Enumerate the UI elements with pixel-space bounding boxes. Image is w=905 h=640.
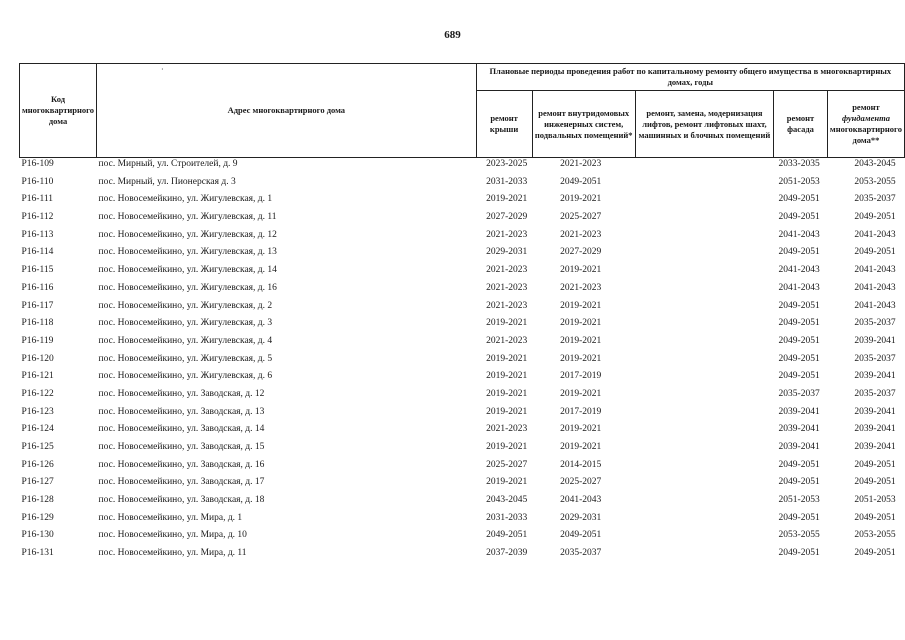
cell-code: Р16-112 <box>21 212 54 223</box>
table-row <box>20 441 905 459</box>
table-row <box>20 494 905 512</box>
cell-foundation: 2049-2051 <box>854 548 896 559</box>
cell-address: пос. Новосемейкино, ул. Жигулевская, д. 11 <box>98 212 277 223</box>
cell-code: Р16-121 <box>21 371 54 382</box>
cell-facade: 2041-2043 <box>778 282 820 293</box>
cell-code: Р16-114 <box>21 247 54 258</box>
cell-facade: 2049-2051 <box>778 459 820 470</box>
table-row <box>20 246 905 264</box>
cell-code: Р16-111 <box>21 194 53 205</box>
cell-systems: 2017-2019 <box>560 371 602 382</box>
cell-foundation: 2039-2041 <box>854 371 896 382</box>
cell-address: пос. Новосемейкино, ул. Заводская, д. 14 <box>98 424 265 435</box>
cell-elevators <box>635 529 773 547</box>
table-row <box>20 512 905 530</box>
header-systems: ремонт внутридомовых инженерных систем, подвальных помещений* <box>532 91 635 158</box>
cell-code: Р16-128 <box>21 495 54 506</box>
cell-address: пос. Новосемейкино, ул. Заводская, д. 12 <box>98 388 265 399</box>
cell-facade: 2049-2051 <box>778 371 820 382</box>
cell-elevators <box>635 423 773 441</box>
cell-address: пос. Новосемейкино, ул. Заводская, д. 17 <box>98 477 265 488</box>
cell-elevators <box>635 300 773 318</box>
cell-code: Р16-110 <box>21 176 54 187</box>
cell-elevators <box>635 494 773 512</box>
cell-code: Р16-115 <box>21 265 54 276</box>
cell-facade: 2033-2035 <box>778 159 820 169</box>
cell-address: пос. Новосемейкино, ул. Жигулевская, д. 12 <box>98 229 277 240</box>
cell-code: Р16-130 <box>21 530 54 541</box>
cell-systems: 2019-2021 <box>560 318 602 329</box>
cell-code: Р16-122 <box>21 388 54 399</box>
cell-facade: 2035-2037 <box>778 388 820 399</box>
cell-code: Р16-131 <box>21 548 54 559</box>
cell-facade: 2053-2055 <box>778 530 820 541</box>
cell-facade: 2049-2051 <box>778 477 820 488</box>
cell-code: Р16-123 <box>21 406 54 417</box>
cell-systems: 2019-2021 <box>560 265 602 276</box>
cell-facade: 2049-2051 <box>778 300 820 311</box>
cell-roof: 2019-2021 <box>486 353 528 364</box>
table-body <box>20 158 905 565</box>
cell-address: пос. Новосемейкино, ул. Жигулевская, д. 14 <box>98 265 277 276</box>
cell-roof: 2021-2023 <box>486 424 528 435</box>
cell-systems: 2019-2021 <box>560 442 602 452</box>
cell-code: Р16-119 <box>21 335 54 346</box>
cell-foundation: 2039-2041 <box>854 406 896 417</box>
table-row <box>20 300 905 318</box>
table-row <box>20 476 905 494</box>
cell-foundation: 2035-2037 <box>854 194 896 205</box>
cell-address: пос. Новосемейкино, ул. Мира, д. 10 <box>98 530 247 541</box>
cell-systems: 2019-2021 <box>560 194 602 205</box>
cell-facade: 2039-2041 <box>778 424 820 435</box>
cell-facade: 2051-2053 <box>778 495 820 506</box>
cell-roof: 2019-2021 <box>486 442 528 452</box>
cell-foundation: 2039-2041 <box>854 335 896 346</box>
cell-roof: 2019-2021 <box>486 371 528 382</box>
table-row <box>20 335 905 353</box>
cell-address: пос. Мирный, ул. Пионерская д. 3 <box>98 176 236 187</box>
cell-facade: 2041-2043 <box>778 229 820 240</box>
cell-systems: 2049-2051 <box>560 176 602 187</box>
cell-foundation: 2049-2051 <box>854 212 896 223</box>
cell-facade: 2039-2041 <box>778 406 820 417</box>
cell-facade: 2049-2051 <box>778 353 820 364</box>
cell-facade: 2049-2051 <box>778 212 820 223</box>
cell-foundation: 2041-2043 <box>854 300 896 311</box>
header-periods: Плановые периоды проведения работ по капитальному ремонту общего имущества в многоквартирных домах, годы <box>476 64 904 91</box>
cell-roof: 2029-2031 <box>486 247 528 258</box>
cell-foundation: 2041-2043 <box>854 282 896 293</box>
cell-systems: 2019-2021 <box>560 300 602 311</box>
table-row <box>20 406 905 424</box>
cell-address: пос. Новосемейкино, ул. Жигулевская, д. 13 <box>98 247 277 258</box>
cell-elevators <box>635 388 773 406</box>
cell-facade: 2049-2051 <box>778 247 820 258</box>
cell-roof: 2031-2033 <box>486 512 528 523</box>
cell-roof: 2021-2023 <box>486 229 528 240</box>
cell-elevators <box>635 547 773 565</box>
cell-elevators <box>635 317 773 335</box>
cell-roof: 2019-2021 <box>486 318 528 329</box>
header-facade: ремонт фасада <box>774 91 828 158</box>
cell-foundation: 2039-2041 <box>854 424 896 435</box>
cell-foundation: 2035-2037 <box>854 318 896 329</box>
cell-foundation: 2051-2053 <box>854 495 896 506</box>
cell-address: пос. Новосемейкино, ул. Заводская, д. 18 <box>98 495 265 506</box>
cell-foundation: 2049-2051 <box>854 477 896 488</box>
cell-address: пос. Новосемейкино, ул. Жигулевская, д. 1 <box>98 194 273 205</box>
cell-systems: 2021-2023 <box>560 229 602 240</box>
cell-elevators <box>635 264 773 282</box>
cell-roof: 2019-2021 <box>486 406 528 417</box>
cell-foundation: 2053-2055 <box>854 176 896 187</box>
cell-elevators <box>635 176 773 194</box>
cell-systems: 2029-2031 <box>560 512 602 523</box>
cell-elevators <box>635 335 773 353</box>
cell-roof: 2025-2027 <box>486 459 528 470</box>
cell-roof: 2021-2023 <box>486 335 528 346</box>
cell-code: Р16-117 <box>21 300 54 311</box>
cell-code: Р16-125 <box>21 442 54 452</box>
cell-address: пос. Новосемейкино, ул. Жигулевская, д. 16 <box>98 282 277 293</box>
cell-address: пос. Новосемейкино, ул. Мира, д. 11 <box>98 548 247 559</box>
table-row <box>20 353 905 371</box>
cell-code: Р16-113 <box>21 229 54 240</box>
cell-systems: 2019-2021 <box>560 424 602 435</box>
header-elevators: ремонт, замена, модернизация лифтов, ремонт лифтовых шахт, машинных и блочных помещений <box>635 91 773 158</box>
table-row <box>20 547 905 565</box>
cell-roof: 2021-2023 <box>486 265 528 276</box>
table-row <box>20 158 905 176</box>
cell-address: пос. Новосемейкино, ул. Заводская, д. 16 <box>98 459 265 470</box>
table-row <box>20 176 905 194</box>
cell-address: пос. Новосемейкино, ул. Жигулевская, д. 3 <box>98 318 273 329</box>
cell-systems: 2021-2023 <box>560 159 602 169</box>
cell-systems: 2025-2027 <box>560 477 602 488</box>
cell-address: пос. Новосемейкино, ул. Жигулевская, д. 5 <box>98 353 273 364</box>
cell-code: Р16-127 <box>21 477 54 488</box>
table-row <box>20 211 905 229</box>
cell-code: Р16-124 <box>21 424 54 435</box>
cell-elevators <box>635 459 773 477</box>
cell-facade: 2049-2051 <box>778 335 820 346</box>
cell-facade: 2049-2051 <box>778 512 820 523</box>
cell-systems: 2035-2037 <box>560 548 602 559</box>
cell-roof: 2021-2023 <box>486 282 528 293</box>
cell-roof: 2037-2039 <box>486 548 528 559</box>
scan-mark: · <box>161 65 164 74</box>
table-row <box>20 459 905 477</box>
cell-facade: 2049-2051 <box>778 318 820 329</box>
cell-elevators <box>635 158 773 176</box>
cell-systems: 2019-2021 <box>560 353 602 364</box>
cell-systems: 2025-2027 <box>560 212 602 223</box>
cell-foundation: 2043-2045 <box>854 159 896 169</box>
header-row-top <box>20 64 905 91</box>
cell-address: пос. Мирный, ул. Строителей, д. 9 <box>98 159 238 169</box>
cell-systems: 2027-2029 <box>560 247 602 258</box>
header-address: Адрес многоквартирного дома <box>97 64 477 158</box>
table-row <box>20 370 905 388</box>
cell-facade: 2049-2051 <box>778 194 820 205</box>
cell-code: Р16-109 <box>21 159 54 169</box>
cell-foundation: 2049-2051 <box>854 512 896 523</box>
cell-elevators <box>635 282 773 300</box>
cell-roof: 2027-2029 <box>486 212 528 223</box>
cell-roof: 2019-2021 <box>486 388 528 399</box>
cell-elevators <box>635 246 773 264</box>
cell-systems: 2041-2043 <box>560 495 602 506</box>
header-foundation <box>827 91 904 158</box>
cell-systems: 2019-2021 <box>560 388 602 399</box>
cell-code: Р16-126 <box>21 459 54 470</box>
cell-foundation: 2039-2041 <box>854 442 896 452</box>
cell-code: Р16-129 <box>21 512 54 523</box>
cell-foundation: 2049-2051 <box>854 247 896 258</box>
cell-systems: 2021-2023 <box>560 282 602 293</box>
cell-systems: 2014-2015 <box>560 459 602 470</box>
cell-address: пос. Новосемейкино, ул. Жигулевская, д. 6 <box>98 371 273 382</box>
cell-facade: 2039-2041 <box>778 442 820 452</box>
page-number: 689 <box>444 29 461 41</box>
header-foundation-emph: фундамента <box>841 113 890 123</box>
cell-foundation: 2035-2037 <box>854 353 896 364</box>
cell-code: Р16-120 <box>21 353 54 364</box>
cell-foundation: 2049-2051 <box>854 459 896 470</box>
cell-address: пос. Новосемейкино, ул. Мира, д. 1 <box>98 512 243 523</box>
cell-facade: 2041-2043 <box>778 265 820 276</box>
cell-facade: 2051-2053 <box>778 176 820 187</box>
cell-elevators <box>635 406 773 424</box>
cell-roof: 2019-2021 <box>486 477 528 488</box>
cell-systems: 2017-2019 <box>560 406 602 417</box>
cell-elevators <box>635 211 773 229</box>
cell-foundation: 2041-2043 <box>854 265 896 276</box>
cell-foundation: 2041-2043 <box>854 229 896 240</box>
cell-roof: 2023-2025 <box>486 159 528 169</box>
header-code: Код многоквартирного дома <box>20 64 97 158</box>
cell-roof: 2031-2033 <box>486 176 528 187</box>
cell-elevators <box>635 193 773 211</box>
table-row <box>20 264 905 282</box>
cell-systems: 2019-2021 <box>560 335 602 346</box>
cell-address: пос. Новосемейкино, ул. Жигулевская, д. 4 <box>98 335 273 346</box>
table-row <box>20 282 905 300</box>
cell-elevators <box>635 441 773 459</box>
cell-elevators <box>635 476 773 494</box>
header-roof: ремонт крыши <box>476 91 532 158</box>
cell-code: Р16-118 <box>21 318 54 329</box>
cell-elevators <box>635 512 773 530</box>
cell-roof: 2019-2021 <box>486 194 528 205</box>
table-row <box>20 229 905 247</box>
cell-facade: 2049-2051 <box>778 548 820 559</box>
table-row <box>20 388 905 406</box>
table-row <box>20 423 905 441</box>
cell-elevators <box>635 229 773 247</box>
cell-address: пос. Новосемейкино, ул. Заводская, д. 15 <box>98 442 265 452</box>
cell-foundation: 2035-2037 <box>854 388 896 399</box>
header-foundation-prefix: ремонт <box>852 102 880 112</box>
cell-roof: 2021-2023 <box>486 300 528 311</box>
table-row <box>20 193 905 211</box>
table-row <box>20 529 905 547</box>
cell-foundation: 2053-2055 <box>854 530 896 541</box>
header-foundation-suffix: многоквартирного дома** <box>829 124 902 145</box>
cell-code: Р16-116 <box>21 282 54 293</box>
cell-elevators <box>635 370 773 388</box>
cell-roof: 2043-2045 <box>486 495 528 506</box>
cell-address: пос. Новосемейкино, ул. Жигулевская, д. 2 <box>98 300 273 311</box>
capital-repair-table <box>19 63 905 565</box>
cell-elevators <box>635 353 773 371</box>
cell-systems: 2049-2051 <box>560 530 602 541</box>
table-row <box>20 317 905 335</box>
cell-address: пос. Новосемейкино, ул. Заводская, д. 13 <box>98 406 265 417</box>
cell-roof: 2049-2051 <box>486 530 528 541</box>
